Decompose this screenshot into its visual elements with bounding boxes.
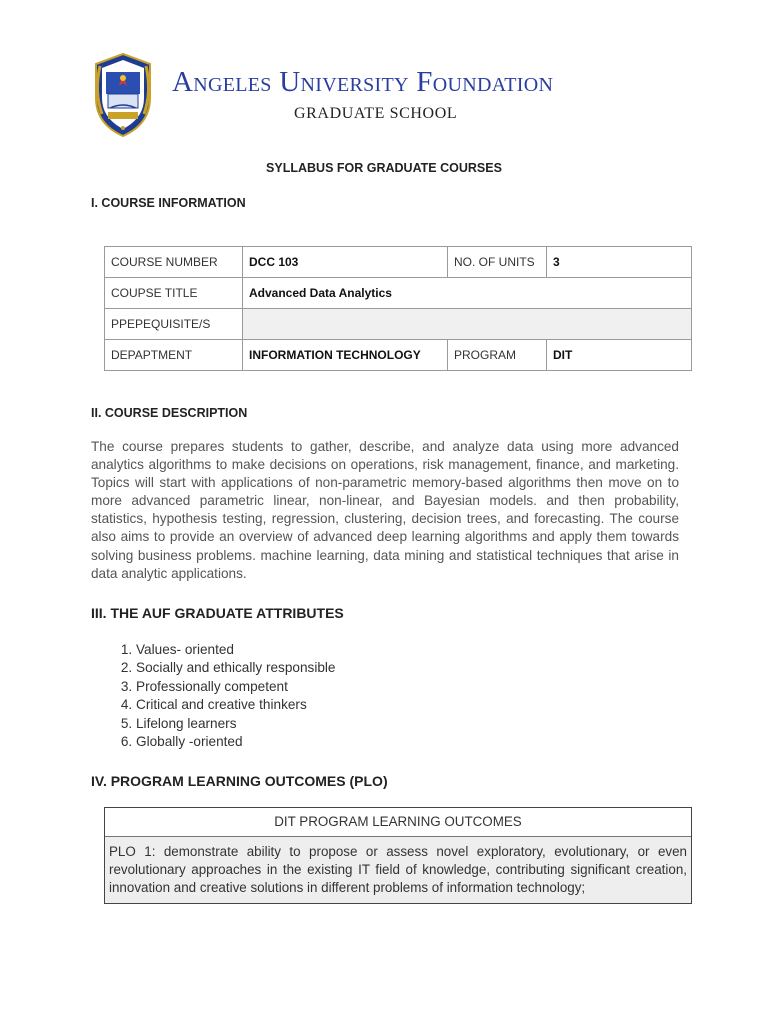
list-item: 5. Lifelong learners	[136, 715, 336, 733]
table-row	[105, 247, 692, 278]
list-item: 2. Socially and ethically responsible	[136, 659, 336, 677]
section-course-information-heading: I. COURSE INFORMATION	[91, 196, 246, 210]
graduate-attributes-list	[113, 641, 336, 751]
university-name: Angeles University Foundation	[172, 66, 554, 98]
section-graduate-attributes-heading: III. THE AUF GRADUATE ATTRIBUTES	[91, 605, 344, 621]
section-plo-heading: IV. PROGRAM LEARNING OUTCOMES (PLO)	[91, 773, 388, 789]
department-value: INFORMATION TECHNOLOGY	[243, 340, 448, 371]
course-description-text: The course prepares students to gather, describe, and analyze data using more advanced analytics algorithms to make decisions on operations, risk management, finance, and marketing. Topics will start with applications of non-parametric memory-based algorithms then move on to more advanced parametric linear, non-linear, and Bayesian models. and then probability, statistics, hypothesis testing, regression, clustering, decision trees, and forecasting. The course also aims to provide an overview of advanced deep learning algorithms and apply them towards solving business problems. machine learning, data mining and statistical techniques that arise in data analytic applications.	[91, 439, 679, 581]
document-title: SYLLABUS FOR GRADUATE COURSES	[266, 161, 502, 175]
school-name: GRADUATE SCHOOL	[294, 105, 458, 122]
list-item: 1. Values- oriented	[136, 641, 336, 659]
program-value: DIT	[547, 340, 692, 371]
plo-table	[104, 807, 692, 904]
prerequisite-value	[243, 309, 692, 340]
table-row	[105, 278, 692, 309]
course-number-label: COURSE NUMBER	[105, 247, 243, 278]
list-item: 3. Professionally competent	[136, 678, 336, 696]
table-row	[105, 309, 692, 340]
course-number-value: DCC 103	[243, 247, 448, 278]
course-title-value: Advanced Data Analytics	[243, 278, 692, 309]
section-course-description-heading: II. COURSE DESCRIPTION	[91, 406, 248, 420]
seal-icon	[92, 52, 154, 138]
units-label: NO. OF UNITS	[448, 247, 547, 278]
course-information-table	[104, 246, 692, 371]
list-item: 4. Critical and creative thinkers	[136, 696, 336, 714]
prerequisite-label: PPEPEQUISITE/S	[105, 309, 243, 340]
units-value: 3	[547, 247, 692, 278]
program-label: PROGRAM	[448, 340, 547, 371]
course-title-label: COUPSE TITLE	[105, 278, 243, 309]
list-item: 6. Globally -oriented	[136, 733, 336, 751]
plo-1-text: PLO 1: demonstrate ability to propose or assess novel exploratory, evolutionary, or even revolutionary approaches in the existing IT field of knowledge, contributing significant creation, innovation and creative solutions in different problems of information technology;	[105, 837, 691, 903]
department-label: DEPAPTMENT	[105, 340, 243, 371]
table-row	[105, 340, 692, 371]
plo-table-header: DIT PROGRAM LEARNING OUTCOMES	[105, 808, 691, 837]
